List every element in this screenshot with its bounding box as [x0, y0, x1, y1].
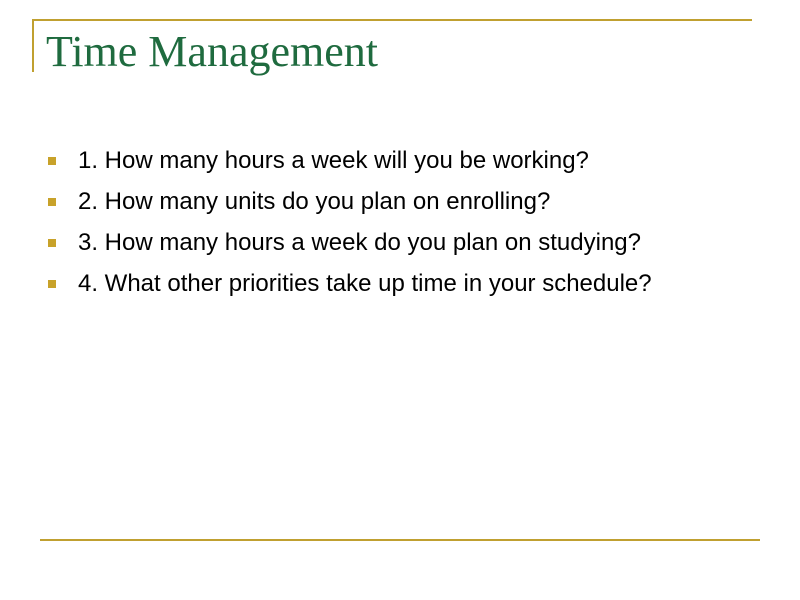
square-bullet-icon — [48, 157, 56, 165]
bottom-rule — [40, 539, 760, 541]
bullet-item — [46, 144, 686, 177]
left-rule-stub — [32, 19, 34, 72]
bullet-item — [46, 267, 686, 300]
bullet-item — [46, 226, 686, 259]
bullet-list — [46, 144, 686, 308]
bullet-item — [46, 185, 686, 218]
slide-title: Time Management — [46, 27, 378, 76]
square-bullet-icon — [48, 198, 56, 206]
square-bullet-icon — [48, 239, 56, 247]
square-bullet-icon — [48, 280, 56, 288]
bullet-text: 2. How many units do you plan on enrolling? — [78, 188, 551, 215]
bullet-text: 4. What other priorities take up time in your schedule? — [78, 270, 652, 297]
bullet-text: 3. How many hours a week do you plan on studying? — [78, 229, 642, 256]
top-rule — [32, 19, 752, 21]
bullet-text: 1. How many hours a week will you be working? — [78, 147, 589, 174]
